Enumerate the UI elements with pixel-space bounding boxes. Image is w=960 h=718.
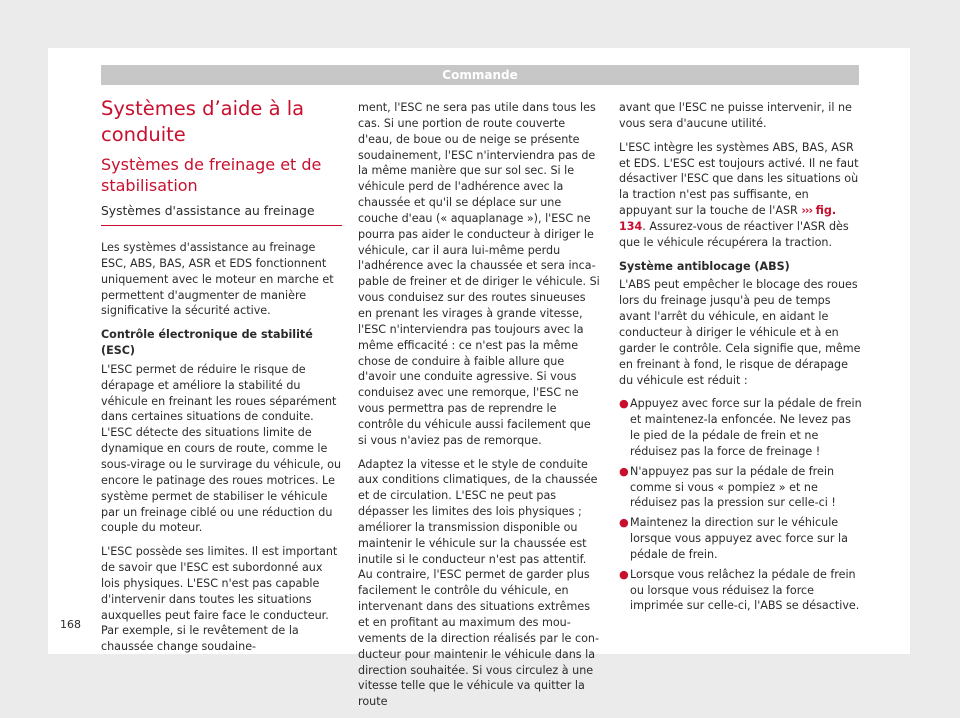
list-item-text: Appuyez avec force sur la pédale de frein et maintenez-la enfoncée. Ne levez pas le pied de la pédale de frein et ne réduisez pas la force de freinage ! bbox=[630, 397, 862, 458]
esc-paragraph-1: L'ESC permet de réduire le risque de dérapage et améliore la stabilité du véhicule en freinant les roues séparément dans certaines situations de conduite. L'ESC détecte des situations limite de dynamique en cours de route, comme le sous-virage ou le survirage du véhicule, ou encore le patinage des roues motrices. Le système permet de stabiliser le véhicule par un freinage ciblé ou une réduction du couple du moteur. bbox=[101, 362, 342, 535]
list-item-text: N'appuyez pas sur la pédale de frein comme si vous « pompiez » et ne réduisez pas la pression sur celle-ci ! bbox=[630, 464, 836, 510]
list-item bbox=[619, 464, 862, 512]
esc-text-end: . Assurez-vous de réactiver l'ASR dès que le véhicule récupérera la traction. bbox=[619, 219, 849, 249]
list-item-text: Lorsque vous relâchez la pédale de frein ou lorsque vous réduisez la force imprimée sur celle-ci, l'ABS se désactive. bbox=[630, 567, 860, 613]
bullet-icon: ● bbox=[619, 516, 629, 530]
esc-text: L'ESC intègre les systèmes ABS, BAS, ASR et EDS. L'ESC est toujours activé. Il ne faut désactiver l'ESC que dans les situations où la traction n'est pas suffisante, en appuyant sur la touche de l'ASR bbox=[619, 140, 859, 218]
chapter-title: Systèmes d’aide à la conduite bbox=[101, 97, 305, 146]
bullet-icon: ● bbox=[619, 397, 629, 411]
reference-arrow-icon: ››› bbox=[801, 204, 813, 218]
figure-reference-link[interactable]: fig. 134 bbox=[619, 204, 837, 233]
esc-paragraph-4: Adaptez la vitesse et le style de conduite aux conditions climatiques, de la chaussée et de circulation. L'ESC ne peut pas dépasser les limites des lois physiques ; améliorer la transmission disponible ou maintenir le véhicule sur la chaussée est inutile si le conducteur n'est pas attentif. Au contraire, l'ESC permet de garder plus facilement le contrôle du véhicule, en intervenant dans des situations extrêmes et en profitant au maximum des mouvements de la direction réalisés par le conducteur pour maintenir le véhicule dans la direction souhaitée. Si vous circulez à une vitesse telle que le véhicule va quitter la route bbox=[358, 457, 599, 709]
column-1 bbox=[101, 96, 344, 663]
column-3 bbox=[619, 100, 862, 618]
list-item bbox=[619, 396, 862, 459]
list-item bbox=[619, 567, 862, 615]
esc-paragraph-2: L'ESC possède ses limites. Il est important de savoir que l'ESC est subordonné aux lois physiques. L'ESC n'est pas capable d'intervenir dans toutes les situations auxquelles peut faire face le conducteur. Par exemple, si le revêtement de la chaussée change soudaine- bbox=[101, 545, 338, 654]
abs-heading: Système antiblocage (ABS) bbox=[619, 259, 790, 273]
esc-heading: Contrôle électronique de stabilité (ESC) bbox=[101, 328, 313, 358]
section-title: Systèmes de freinage et de stabilisation bbox=[101, 155, 322, 195]
column-2 bbox=[358, 100, 601, 718]
section-header: Commande bbox=[101, 65, 859, 85]
abs-paragraph: L'ABS peut empêcher le blocage des roues lors du freinage jusqu'à peu de temps avant l'arrêt du véhicule, en aidant le conducteur à diriger le véhicule et à en garder le contrôle. Cela signifie que, même en freinant à fond, le risque de dérapage du véhicule est réduit : bbox=[619, 278, 861, 387]
list-item bbox=[619, 515, 862, 563]
esc-paragraph-5: avant que l'ESC ne puisse intervenir, il ne vous sera d'aucune utilité. bbox=[619, 101, 852, 130]
list-item-text: Maintenez la direction sur le véhicule lorsque vous appuyez avec force sur la pédale de frein. bbox=[630, 516, 848, 561]
esc-paragraph-6 bbox=[619, 140, 862, 251]
bullet-icon: ● bbox=[619, 464, 629, 478]
bullet-icon: ● bbox=[619, 567, 629, 581]
page-number: 168 bbox=[60, 618, 81, 631]
subsection-title: Systèmes d'assistance au freinage bbox=[101, 202, 342, 226]
esc-paragraph-3: ment, l'ESC ne sera pas utile dans tous les cas. Si une portion de route couverte d'eau, de boue ou de neige se présente soudainement, l'ESC n'interviendra pas de la même manière que sur sol sec. Si le véhicule perd de l'adhérence avec la chaussée et qu'il se déplace sur une couche d'eau (« aquaplanage »), l'ESC ne pourra pas aider le conducteur à diriger le véhicule, car il aura lui-même perdu l'adhérence avec la chaussée et sera incapable de freiner et de diriger le véhicule. Si vous conduisez sur des routes sinueuses en prenant les virages à grande vitesse, l'ESC n'interviendra pas toujours avec la même efficacité : ce n'est pas la même chose de conduire à faible allure que d'avoir une conduite agressive. Si vous conduisez avec une remorque, l'ESC ne vous permettra pas de reprendre le contrôle du véhicule aussi facilement que si vous n'aviez pas de remorque. bbox=[358, 101, 600, 447]
intro-paragraph: Les systèmes d'assistance au freinage ESC, ABS, BAS, ASR et EDS fonctionnent uniquement avec le moteur en marche et permettent d'augmenter de manière significative la sécurité active. bbox=[101, 241, 334, 318]
